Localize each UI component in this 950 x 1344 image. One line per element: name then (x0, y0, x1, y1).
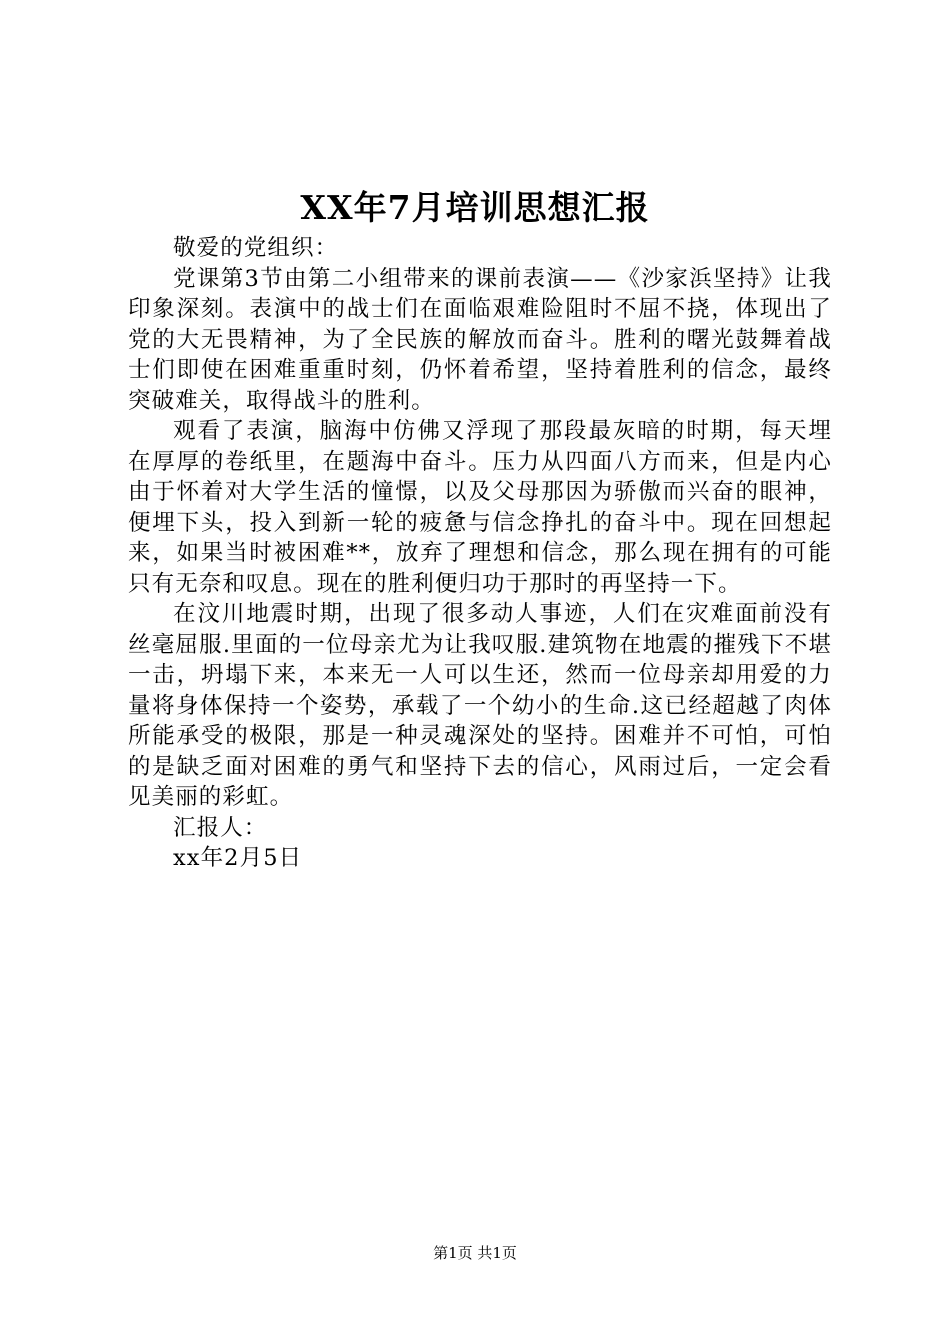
page-footer: 第1页 共1页 (433, 1244, 517, 1262)
paragraph-3: 在汶川地震时期，出现了很多动人事迹，人们在灾难面前没有丝毫屈服.里面的一位母亲尤为让我叹服.建筑物在地震的摧残下不堪一击，坍塌下来，本来无一人可以生还，然而一位母亲却用爱的力量将身体保持一个姿势，承载了一个幼小的生命.这已经超越了肉体所能承受的极限，那是一种灵魂深处的坚持。困难并不可怕，可怕的是缺乏面对困难的勇气和坚持下去的信心，风雨过后，一定会看见美丽的彩虹。 (128, 601, 832, 810)
reporter-label: 汇报人： (173, 814, 268, 841)
document-title: XX年7月培训思想汇报 (300, 188, 650, 227)
document-body (128, 233, 832, 874)
salutation: 敬爱的党组织： (173, 235, 339, 261)
paragraph-1: 党课第3节由第二小组带来的课前表演——《沙家浜坚持》让我印象深刻。表演中的战士们在面临艰难险阻时不屈不挠，体现出了党的大无畏精神，为了全民族的解放而奋斗。胜利的曙光鼓舞着战士们即使在困难重重时刻，仍怀着希望，坚持着胜利的信念，最终突破难关，取得战斗的胜利。 (128, 265, 832, 414)
report-date: xx年2月5日 (173, 845, 303, 871)
paragraph-2: 观看了表演，脑海中仿佛又浮现了那段最灰暗的时期，每天埋在厚厚的卷纸里，在题海中奋斗。压力从四面八方而来，但是内心由于怀着对大学生活的憧憬，以及父母那因为骄傲而兴奋的眼神，便埋下头，投入到新一轮的疲惫与信念挣扎的奋斗中。现在回想起来，如果当时被困难**，放弃了理想和信念，那么现在拥有的可能只有无奈和叹息。现在的胜利便归功于那时的再坚持一下。 (128, 418, 832, 597)
